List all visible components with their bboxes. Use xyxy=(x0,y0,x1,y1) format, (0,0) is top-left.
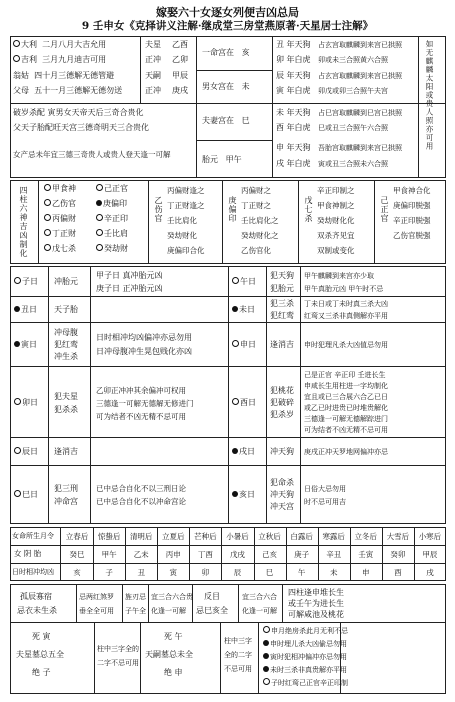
bbox1-2: 绝 子 xyxy=(32,668,51,677)
note-3: 卯戊或卯三合照午夫宫 xyxy=(318,87,388,95)
box6-0: 宜三合六合 xyxy=(242,593,277,601)
g4-3: 乙伤官脱强 xyxy=(393,231,431,240)
g0-0: 甲食神 xyxy=(44,184,76,194)
h1-r: 犯三杀 xyxy=(270,299,294,308)
ur-0: 未 年天狗 xyxy=(276,108,311,117)
h4: 辰日 xyxy=(14,447,38,457)
h0: 子日 xyxy=(14,277,38,287)
upper-line-1: 父天子胎配旺天宫三德奇明天三合贵化 xyxy=(13,123,149,132)
month-cell: 寅 xyxy=(169,568,178,577)
bbox3-1: 天嗣墓总未全 xyxy=(145,650,193,659)
h4-l: 逢消吉 xyxy=(54,447,78,456)
h3-h2: 酉日 xyxy=(232,398,256,408)
g2-label: 庚偏印 xyxy=(228,196,237,223)
spouse-palace: 夫妻宫在 巳 xyxy=(202,116,250,125)
col3-3: 庚戌 xyxy=(172,86,188,95)
h5-l: 犯三刑 xyxy=(54,484,78,493)
month-cell: 辛丑 xyxy=(326,550,342,559)
h5-r2: 冲天狗 xyxy=(270,490,294,499)
month-cell: 惊蛰后 xyxy=(97,532,121,541)
month-cell: 小寒后 xyxy=(418,532,442,541)
box2-1: 垂全全可用 xyxy=(79,607,114,615)
box3-0: 旌刃忌 xyxy=(125,593,146,601)
h5-r3: 冲天宫 xyxy=(270,502,294,511)
bbox4-0: 柱中三字 xyxy=(224,637,252,645)
row1-label: 女命所生月令 xyxy=(12,532,54,540)
month-cell: 小暑后 xyxy=(226,532,249,541)
g0-2: 丙偏财 xyxy=(44,214,76,224)
month-cell: 芒种后 xyxy=(194,532,217,541)
box1-0: 孤辰寡宿 xyxy=(20,592,52,601)
h0-r2: 犯胎元 xyxy=(270,284,294,293)
month-cell: 己亥 xyxy=(262,550,278,559)
h5-h2: 亥日 xyxy=(232,490,255,500)
g0b-1: 庚偏印 xyxy=(96,199,127,209)
sr-0: 丑 年天狗 xyxy=(276,40,311,49)
h2-t1: 日时相冲均凶偏冲亦忌勿用 xyxy=(96,333,192,342)
box2-0: 忌两红煞罗 xyxy=(79,593,114,601)
g3-1: 甲食神制之 xyxy=(317,201,355,210)
g1-3: 癸劫财化 xyxy=(167,231,197,240)
month-cell: 大雪后 xyxy=(386,532,410,541)
month-cell: 午 xyxy=(297,568,306,577)
h2-r3: 申时犯理凡杀大凶值忌勿用 xyxy=(304,341,388,349)
h0-l: 冲胎元 xyxy=(54,277,78,286)
sr-1: 卯 年白虎 xyxy=(276,55,311,64)
page-subtitle: 9 壬申女《克择讲义注解·继成堂三房堂燕原著·天星居士注解》 xyxy=(81,20,374,32)
urc-3: 寅或丑三合照未六合照 xyxy=(318,160,388,168)
bbox4-2: 不忌可用 xyxy=(224,665,252,673)
month-cell: 癸巳 xyxy=(69,550,85,559)
h3-r3: 犯杀岁 xyxy=(270,410,294,419)
month-cell: 戌 xyxy=(426,568,434,577)
bbox2-0: 柱中三字全的 xyxy=(97,645,139,653)
h5-r5: 时不忌可用吉 xyxy=(304,498,346,506)
box4-0: 宜三合六合贵 xyxy=(151,593,193,601)
h3-r2: 犯破碎 xyxy=(270,398,294,407)
note-2: 占玄宫取麒麟到来宫已拱照 xyxy=(318,72,402,80)
g0b-4: 癸劫财 xyxy=(96,244,128,254)
h3-r6: 宜且或已三合展六合乙已日 xyxy=(304,393,388,401)
note-1: 卯或未三合照黄六合照 xyxy=(318,56,388,64)
g0-1: 乙伤官 xyxy=(44,199,76,209)
month-cell: 辰 xyxy=(233,568,242,577)
legend-2: 寅时犯相冲偏冲亦忌勿用 xyxy=(263,652,347,662)
g4-1: 庚偏印脱强 xyxy=(393,201,431,210)
h3-t3: 可为结者不凶无精不忌可用 xyxy=(96,412,186,421)
h2-l3: 冲生杀 xyxy=(54,352,78,361)
ur-1: 酉 年白虎 xyxy=(276,123,311,132)
g3-4: 双制或变化 xyxy=(317,246,355,255)
h1: 丑日 xyxy=(14,305,37,315)
box5-1: 忌巳亥全 xyxy=(196,606,228,615)
g0b-0: 己正官 xyxy=(96,184,128,194)
box6-1: 化逢一可解 xyxy=(242,607,277,615)
h1-r3: 丁未日或丁未时真三杀大凶 xyxy=(304,300,388,308)
month-cell: 戊戌 xyxy=(229,550,245,559)
h0-r3: 甲午麒麟到来宫亦少取 xyxy=(304,272,374,280)
g0-4: 戊七杀 xyxy=(44,244,76,254)
month-cell: 酉 xyxy=(394,568,402,577)
sr-2: 辰 年天狗 xyxy=(276,71,311,80)
h3-r4: 己是正官 辛正印 壬进长生 xyxy=(304,371,386,379)
month-cell: 丁酉 xyxy=(197,550,213,559)
col2-1: 正冲 xyxy=(145,55,161,64)
h4-r: 冲天狗 xyxy=(270,447,294,456)
month-cell: 立冬后 xyxy=(354,532,378,541)
col2-3: 正冲 xyxy=(145,86,161,95)
vertical-note: 如无麒麟太阳或贵人照亦可用 xyxy=(425,40,434,151)
row2-label: 女 阴 胎 xyxy=(14,549,42,558)
h3: 卯日 xyxy=(14,398,38,408)
upper-line-2: 女产忌未年宜三德三奇贵人或贵人登天逢一可解 xyxy=(13,150,171,159)
h4-h2: 戌日 xyxy=(232,447,255,457)
g0b-2: 辛正印 xyxy=(96,214,128,224)
month-cell: 寒露后 xyxy=(322,532,345,541)
month-cell: 立秋后 xyxy=(258,532,281,541)
urc-0: 占巳宫取麒麟到巳宫已拱照 xyxy=(318,109,402,117)
box7-1: 或壬午为进长生 xyxy=(288,599,344,608)
g2-3: 癸劫财化之 xyxy=(241,231,279,240)
bbox1-1: 夫星墓总五全 xyxy=(16,650,64,659)
h1-h2: 未日 xyxy=(232,305,255,315)
urc-1: 巳或丑三合照午六合照 xyxy=(318,124,388,132)
row-fumu: 父母 五十一月三德解无德勿送 xyxy=(13,86,123,95)
h2-h2: 申日 xyxy=(232,340,256,350)
g4-0: 甲食神合化 xyxy=(393,186,431,195)
h2-l2: 犯红鸾 xyxy=(54,340,78,349)
h2: 寅日 xyxy=(14,340,37,350)
h0-t2: 庚子日 正冲胎元凶 xyxy=(96,284,163,293)
h0-t1: 甲子日 真冲胎元凶 xyxy=(96,271,163,280)
box4-1: 化逢一可解 xyxy=(151,607,186,615)
h0-r: 犯天狗 xyxy=(270,271,294,280)
month-cell: 癸卯 xyxy=(390,550,406,559)
month-cell: 乙未 xyxy=(133,550,149,559)
row-jili: 吉利 三月九月迪吉可用 xyxy=(13,55,106,65)
row-daili: 大利 二月八月大吉允用 xyxy=(13,40,106,50)
month-cell: 庚子 xyxy=(294,550,310,559)
h3-r9: 可为结者不凶无精不忌可用 xyxy=(304,426,388,434)
ur-3: 戌 年白虎 xyxy=(276,159,311,168)
g1-label: 乙伤官 xyxy=(154,196,163,223)
g1-4: 庚偏印合化 xyxy=(167,246,205,255)
h2-r: 逢消吉 xyxy=(270,340,294,349)
box5-0: 反目 xyxy=(204,592,220,601)
g1-2: 壬比肩化 xyxy=(167,216,197,225)
box1-1: 忌衣未生杀 xyxy=(17,606,57,615)
box3-1: 子午全 xyxy=(125,607,146,615)
h5: 巳日 xyxy=(14,490,38,500)
col3-0: 乙酉 xyxy=(172,40,188,49)
col2-2: 天嗣 xyxy=(145,71,161,80)
bbox3-2: 绝 申 xyxy=(164,668,183,677)
bbox1-0: 死 寅 xyxy=(32,632,51,641)
note-0: 占玄宫取麒麟到来宫已拱照 xyxy=(318,41,402,49)
legend-4: 子时红鸾己正官辛正印制 xyxy=(263,678,348,688)
month-cell: 立夏后 xyxy=(162,532,185,541)
col2-0: 夫星 xyxy=(145,40,161,49)
g3-3: 双杀齐见宜 xyxy=(317,231,355,240)
h1-r2: 犯红鸾 xyxy=(270,311,294,320)
month-cell: 立春后 xyxy=(65,532,89,541)
h4-r3: 庚戌正冲天罗地网偏冲亦忌 xyxy=(304,448,388,456)
h5-r: 犯命杀 xyxy=(270,478,294,487)
h5-r4: 日俗大忌勿用 xyxy=(304,485,346,493)
h5-t2: 已中忌合自化不以冲命宫论 xyxy=(96,497,186,506)
g4-label: 己正官 xyxy=(380,196,389,223)
h2-t2: 日冲母腹冲生晃包贱化亦凶 xyxy=(96,347,192,356)
month-cell: 亥 xyxy=(73,568,81,577)
h3-t2: 三德逢一可解无德解无修进门 xyxy=(96,399,194,408)
bbox2-1: 二字不忌可用 xyxy=(97,659,139,667)
mid-label-0: 一命宫在 亥 xyxy=(202,48,250,57)
g2-4: 乙伤官化 xyxy=(241,246,271,255)
month-cell: 卯 xyxy=(201,568,210,577)
month-cell: 清明后 xyxy=(129,532,153,541)
col3-1: 乙卯 xyxy=(172,55,188,64)
bbox4-1: 全的二字 xyxy=(224,651,252,659)
h1-l: 天子胎 xyxy=(54,305,78,314)
month-cell: 未 xyxy=(329,568,338,577)
ur-2: 申 年天狗 xyxy=(276,143,311,152)
row3-label: 日时相冲均凶 xyxy=(12,568,54,576)
mid-label-1: 男女宫在 未 xyxy=(202,82,250,91)
g4-2: 辛正印脱强 xyxy=(393,216,431,225)
month-cell: 白露后 xyxy=(290,532,313,541)
h3-r8: 三德逢一可解无德解踪进门 xyxy=(304,415,388,423)
h3-t1: 乙卯正冲冲其余偏冲可权用 xyxy=(96,386,186,395)
col3-2: 甲辰 xyxy=(172,71,188,80)
tai-yuan: 胎元 甲午 xyxy=(202,155,242,164)
h3-r7: 或乙已时进贵已时堆贵解化 xyxy=(304,404,388,412)
g3-2: 癸劫财化化 xyxy=(317,216,355,225)
month-cell: 丑 xyxy=(137,568,145,577)
upper-line-0: 破岁杀配 寅男女天帝天后三奇合贵化 xyxy=(13,108,144,117)
row-wenggu: 翁姑 四十月三德解无德管避 xyxy=(13,71,115,80)
month-cell: 子 xyxy=(105,568,113,577)
sr-3: 寅 年白虎 xyxy=(276,86,311,95)
h2-l: 冲母腹 xyxy=(54,328,78,337)
h5-t1: 已中忌合自化不以三刑日论 xyxy=(96,484,186,493)
g1-1: 丁正财逢之 xyxy=(167,201,205,210)
g2-1: 丁正财之 xyxy=(241,201,271,210)
h3-l: 犯夫星 xyxy=(54,392,78,401)
legend-3: 未时三杀非真贵解亦平用 xyxy=(263,665,347,675)
g0b-3: 壬比肩 xyxy=(96,229,128,239)
g2-0: 丙偏财之 xyxy=(241,186,271,195)
month-cell: 丙申 xyxy=(165,550,181,559)
month-cell: 壬寅 xyxy=(358,550,374,559)
month-cell: 申 xyxy=(362,568,370,577)
h0-h2: 午日 xyxy=(232,277,256,287)
month-cell: 甲辰 xyxy=(422,550,438,559)
box7-2: 可解咸池及桃花 xyxy=(288,610,344,619)
legend-1: 申时埋儿杀大凶偷忌勿用 xyxy=(263,639,347,649)
g3-0: 辛正印制之 xyxy=(317,186,355,195)
h0-r4: 甲午真胎元凶 甲午时不忌 xyxy=(304,285,384,293)
h3-r5: 申咸长生用柱进一字均制化 xyxy=(304,382,388,390)
bbox3-0: 死 午 xyxy=(164,632,183,641)
legend-0: 申月绝房杀此月无利不忌 xyxy=(263,626,348,636)
g1-0: 丙偏财逢之 xyxy=(167,186,205,195)
g0-3: 丁正财 xyxy=(44,229,76,239)
page-title: 嫁娶六十女逐女列便吉凶总局 xyxy=(156,6,299,19)
h3-r: 犯桃花 xyxy=(270,386,294,395)
g2-2: 壬比肩化之 xyxy=(241,216,279,225)
urc-2: 吾胎宫取麒麟到来宫已拱照 xyxy=(318,144,402,152)
box7-0: 四柱逢申堆长生 xyxy=(288,588,344,597)
h3-l2: 犯杀杀 xyxy=(54,405,78,414)
h1-r4: 红鸾又三杀非真侧解亦平用 xyxy=(304,312,388,320)
g3-label: 戊七杀 xyxy=(304,196,313,223)
month-cell: 甲午 xyxy=(101,550,117,559)
month-cell: 巳 xyxy=(265,568,274,577)
h5-l2: 冲命宫 xyxy=(54,497,78,506)
six-gods-label: 四柱六神吉凶制化 xyxy=(19,186,28,258)
